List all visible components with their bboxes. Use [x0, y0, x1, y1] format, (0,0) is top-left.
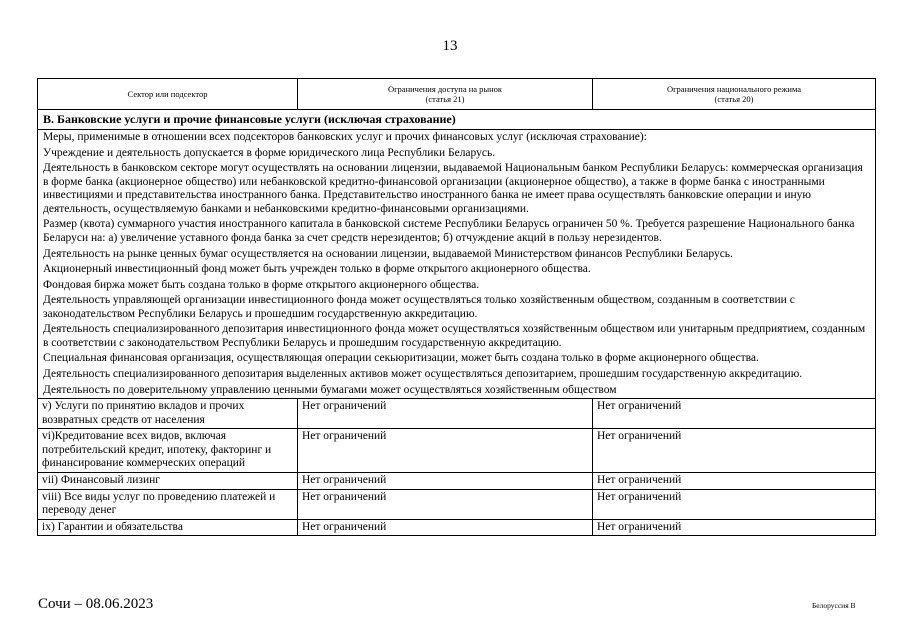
- section-title: B. Банковские услуги и прочие финансовые услуги (исключая страхование): [38, 110, 876, 130]
- sector-cell: vii) Финансовый лизинг: [38, 472, 298, 489]
- footer-location-date: Сочи – 08.06.2023: [38, 596, 154, 612]
- section-row: [38, 110, 876, 130]
- measure-paragraph: Фондовая биржа может быть создана только в форме открытого акционерного общества.: [43, 278, 480, 291]
- measures-cell: [38, 130, 876, 399]
- sector-cell: v) Услуги по принятию вкладов и прочих возвратных средств от населения: [38, 399, 298, 429]
- measure-paragraph: Акционерный инвестиционный фонд может быть учрежден только в форме открытого акционерного общества.: [43, 263, 591, 276]
- market-access-cell: Нет ограничений: [298, 519, 593, 536]
- table-row: [38, 429, 876, 473]
- market-access-cell: Нет ограничений: [298, 429, 593, 473]
- national-treatment-cell: Нет ограничений: [593, 472, 876, 489]
- table-header: [38, 79, 876, 110]
- header-national-treatment-article: (статья 20): [714, 94, 754, 104]
- header-national-treatment: [593, 79, 876, 110]
- table-row: [38, 399, 876, 429]
- measure-paragraph: Деятельность на рынке ценных бумаг осуществляется на основании лицензии, выдаваемой Министерством финансов Республики Беларусь.: [43, 247, 733, 260]
- national-treatment-cell: Нет ограничений: [593, 429, 876, 473]
- footer-document-code: Белоруссия B: [812, 601, 856, 610]
- measure-paragraph: Размер (квота) суммарного участия иностранного капитала в банковской системе Республики Беларусь ограничен 50 %. Требуется разрешение Национального банка Беларуси на: а) увеличение уставного фонда банка за счет средств нерезидентов; б) отчуждение акций в пользу нерезидентов.: [43, 218, 855, 244]
- market-access-cell: Нет ограничений: [298, 399, 593, 429]
- table-row: [38, 519, 876, 536]
- sector-cell: ix) Гарантии и обязательства: [38, 519, 298, 536]
- measure-paragraph: Деятельность управляющей организации инвестиционного фонда может осуществляться только хозяйственным обществом, созданным в соответствии с законодательством Республики Беларусь и прошедшим государственную аккредитацию.: [43, 294, 795, 320]
- measure-paragraph: Деятельность специализированного депозитария инвестиционного фонда может осуществляться хозяйственным обществом или унитарным предприятием, созданным в соответствии с законодательством Республики Беларусь и прошедшим государственную аккредитацию.: [43, 323, 866, 349]
- national-treatment-cell: Нет ограничений: [593, 399, 876, 429]
- measure-paragraph: Деятельность в банковском секторе могут осуществлять на основании лицензии, выдаваемой Национальным банком Республики Беларусь: коммерческая организация в форме банка (акционерное общество) или небанковской кредитно-финансовой организации (акционерное общество), а также в форме банка с иностранными инвестициями и представительства иностранного банка. Представительство иностранного банка не имеет права осуществлять банковские операции и иную деятельность, осуществляемую банками и небанковскими кредитно-финансовыми организациями.: [43, 162, 863, 215]
- sector-cell: vi)Кредитование всех видов, включая потребительский кредит, ипотеку, факторинг и финансирование коммерческих операций: [38, 429, 298, 473]
- measure-paragraph: Учреждение и деятельность допускается в форме юридического лица Республики Беларусь.: [43, 146, 496, 159]
- sector-cell: viii) Все виды услуг по проведению платежей и переводу денег: [38, 489, 298, 519]
- header-market-access-article: (статья 21): [425, 94, 465, 104]
- page-number: 13: [442, 38, 458, 54]
- header-sector: Сектор или подсектор: [38, 79, 298, 110]
- national-treatment-cell: Нет ограничений: [593, 489, 876, 519]
- measure-paragraph: Специальная финансовая организация, осуществляющая операции секьюритизации, может быть создана только в форме акционерного общества.: [43, 352, 759, 365]
- table-row: [38, 472, 876, 489]
- measure-paragraph: Меры, применимые в отношении всех подсекторов банковских услуг и прочих финансовых услуг (исключая страхование):: [43, 131, 647, 143]
- header-market-access-title: Ограничения доступа на рынок: [387, 83, 503, 94]
- measure-paragraph: Деятельность по доверительному управлению ценными бумагами может осуществляться хозяйственным обществом: [43, 383, 617, 396]
- table-row: [38, 489, 876, 519]
- header-national-treatment-title: Ограничения национального режима: [666, 83, 802, 94]
- commitments-table: [37, 78, 876, 536]
- header-market-access: [298, 79, 593, 110]
- measures-row: [38, 130, 876, 399]
- national-treatment-cell: Нет ограничений: [593, 519, 876, 536]
- measure-paragraph: Деятельность специализированного депозитария выделенных активов может осуществляться депозитарием, прошедшим государственную аккредитацию.: [43, 368, 803, 380]
- market-access-cell: Нет ограничений: [298, 489, 593, 519]
- market-access-cell: Нет ограничений: [298, 472, 593, 489]
